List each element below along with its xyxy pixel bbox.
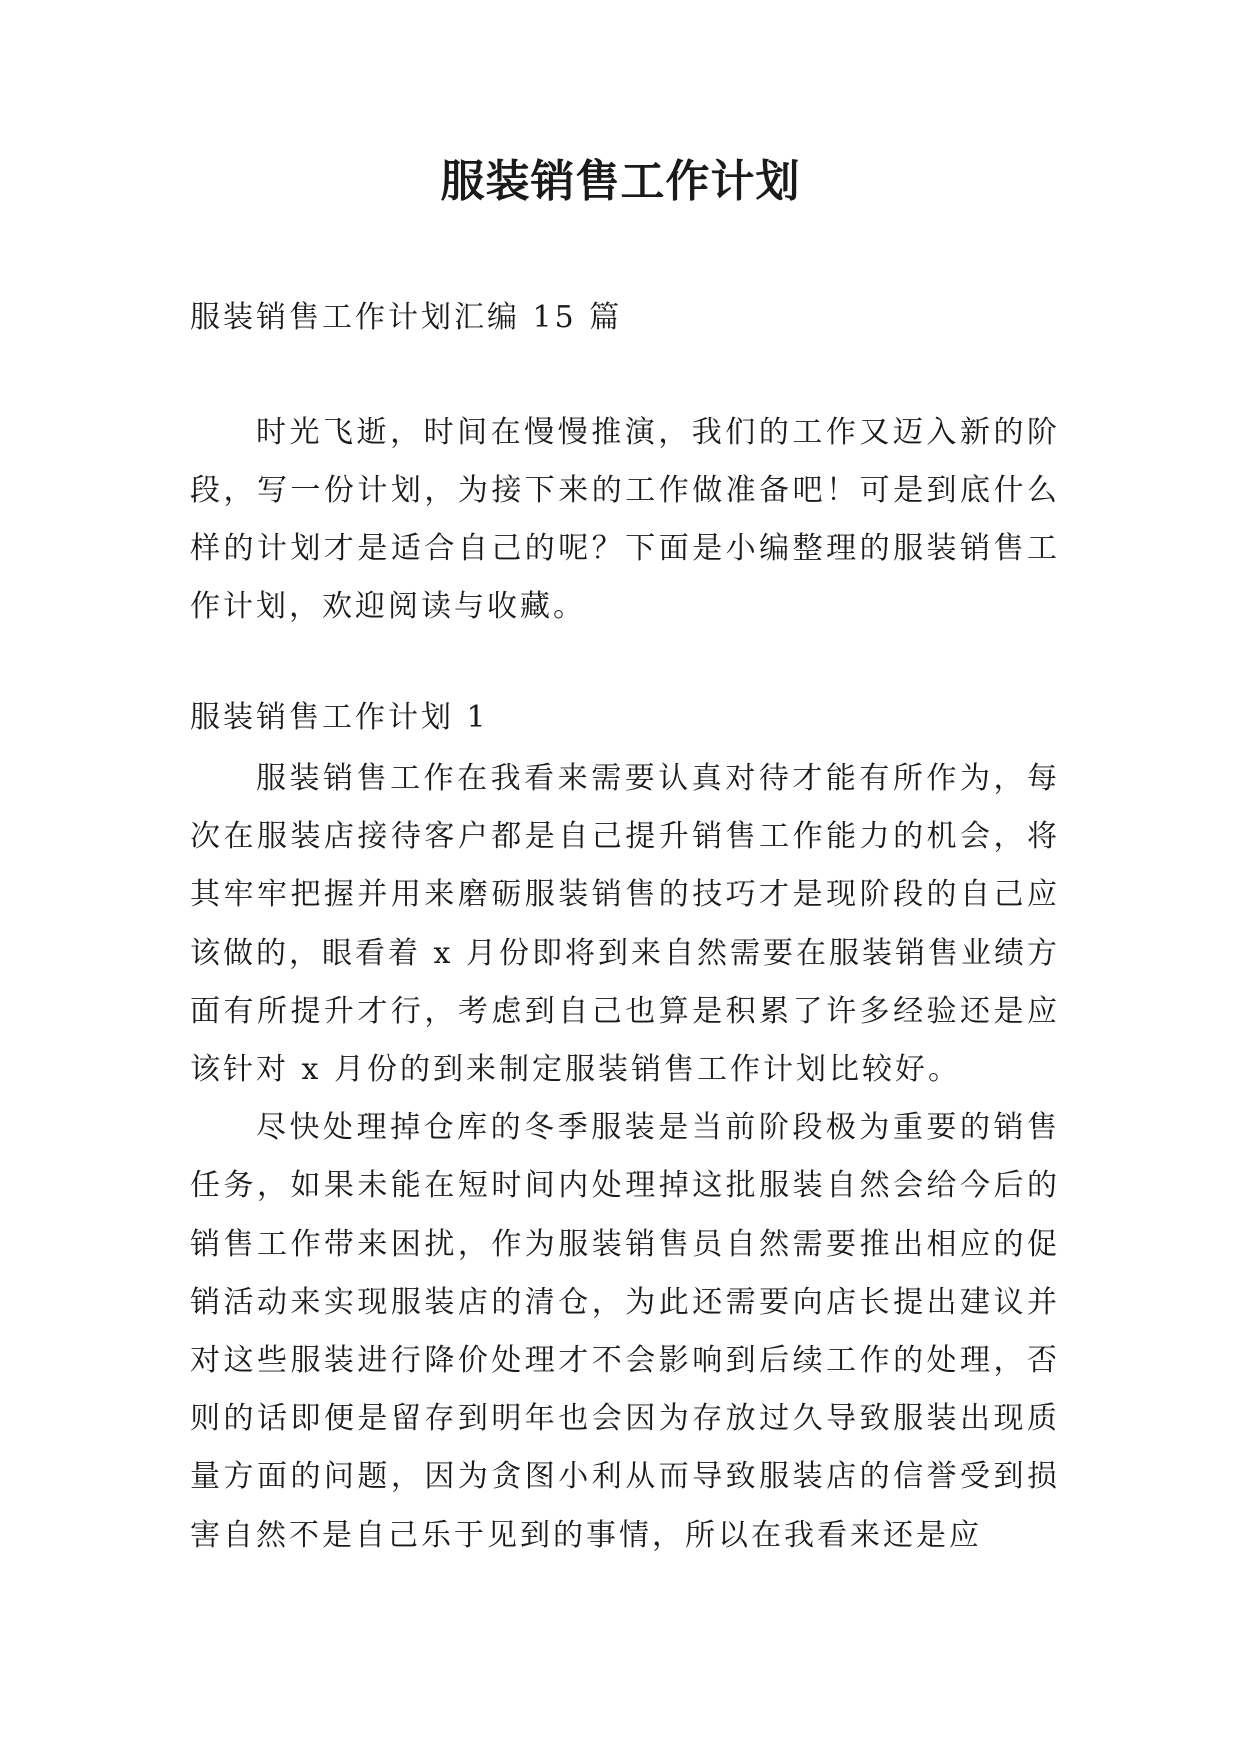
document-subtitle: 服装销售工作计划汇编 15 篇 bbox=[190, 300, 623, 335]
document-title: 服装销售工作计划 bbox=[440, 156, 801, 207]
intro-paragraph: 时光飞逝，时间在慢慢推演，我们的工作又迈入新的阶段，写一份计划，为接下来的工作做准备吧！可是到底什么样的计划才是适合自己的呢？下面是小编整理的服装销售工作计划，欢迎阅读与收藏。 bbox=[190, 415, 1060, 624]
section-1 bbox=[190, 692, 1060, 1565]
body-paragraph: 尽快处理掉仓库的冬季服装是当前阶段极为重要的销售任务，如果未能在短时间内处理掉这批服装自然会给今后的销售工作带来困扰，作为服装销售员自然需要推出相应的促销活动来实现服装店的清仓，为此还需要向店长提出建议并对这些服装进行降价处理才不会影响到后续工作的处理，否则的话即便是留存到明年也会因为存放过久导致服装出现质量方面的问题，因为贪图小利从而导致服装店的信誉受到损害自然不是自己乐于见到的事情，所以在我看来还是应 bbox=[190, 1110, 1060, 1553]
body-paragraph: 服装销售工作在我看来需要认真对待才能有所作为，每次在服装店接待客户都是自己提升销售工作能力的机会，将其牢牢把握并用来磨砺服装销售的技巧才是现阶段的自己应该做的，眼看着 x 月份即将到来自然需要在服装销售业绩方面有所提升才行，考虑到自己也算是积累了许多经验还是应该针对 x 月份的到来制定服装销售工作计划比较好。 bbox=[190, 761, 1060, 1088]
section-heading: 服装销售工作计划 1 bbox=[190, 700, 489, 735]
